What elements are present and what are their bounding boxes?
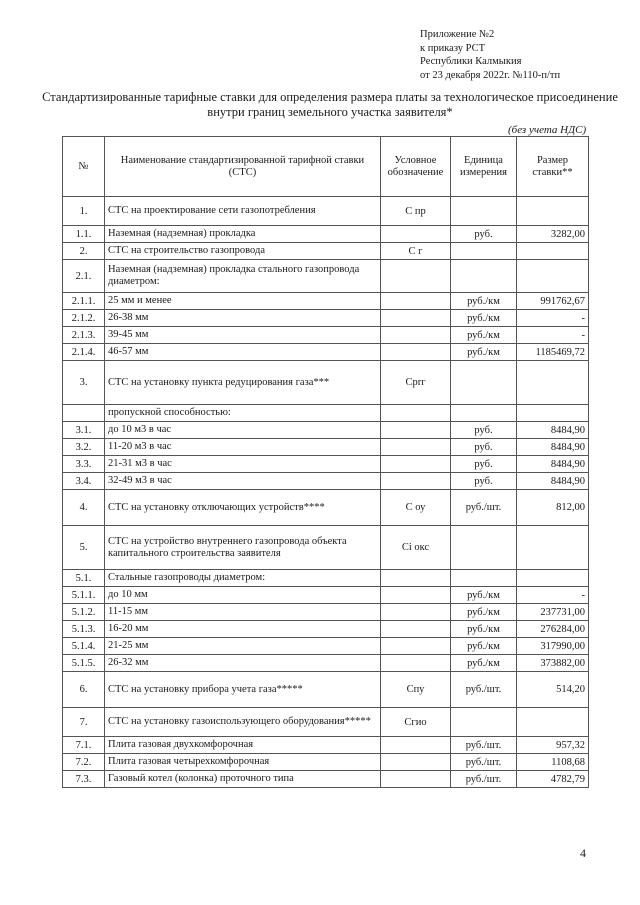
- cell-num: 5.1.: [63, 570, 105, 587]
- cell-unit: руб./км: [451, 327, 517, 344]
- cell-unit: [451, 405, 517, 422]
- cell-code: [381, 422, 451, 439]
- table-row: [63, 771, 589, 788]
- table-row: [63, 655, 589, 672]
- table-row: [63, 708, 589, 737]
- cell-rate: 812,00: [517, 490, 589, 526]
- cell-name: 21-25 мм: [105, 638, 381, 655]
- cell-name: 26-38 мм: [105, 310, 381, 327]
- cell-code: [381, 604, 451, 621]
- table-row: [63, 526, 589, 570]
- table-row: [63, 361, 589, 405]
- cell-unit: руб./шт.: [451, 490, 517, 526]
- cell-name: 32-49 м3 в час: [105, 473, 381, 490]
- cell-num: 5.1.4.: [63, 638, 105, 655]
- cell-code: [381, 439, 451, 456]
- cell-name: до 10 мм: [105, 587, 381, 604]
- table-row: [63, 327, 589, 344]
- cell-name: СТС на установку газоиспользующего оборудования*****: [105, 708, 381, 737]
- cell-unit: руб./км: [451, 293, 517, 310]
- cell-name: СТС на строительство газопровода: [105, 243, 381, 260]
- table-row: [63, 490, 589, 526]
- cell-name: Стальные газопроводы диаметром:: [105, 570, 381, 587]
- cell-code: Спу: [381, 672, 451, 708]
- cell-num: 5.1.2.: [63, 604, 105, 621]
- cell-unit: руб./км: [451, 621, 517, 638]
- cell-num: 4.: [63, 490, 105, 526]
- table-row: [63, 473, 589, 490]
- cell-rate: 8484,90: [517, 439, 589, 456]
- cell-unit: руб./шт.: [451, 754, 517, 771]
- cell-unit: [451, 243, 517, 260]
- appendix-line: к приказу РСТ: [420, 42, 486, 54]
- cell-num: 2.1.2.: [63, 310, 105, 327]
- header-name: Наименование стандартизированной тарифной ставки (СТС): [105, 137, 381, 197]
- document-title: Стандартизированные тарифные ставки для определения размера платы за технологическое присоединение внутри границ земельного участка заявителя*: [42, 90, 618, 119]
- cell-name: 46-57 мм: [105, 344, 381, 361]
- cell-unit: [451, 260, 517, 293]
- cell-code: [381, 327, 451, 344]
- cell-num: 2.: [63, 243, 105, 260]
- table-row: [63, 439, 589, 456]
- cell-num: 3.: [63, 361, 105, 405]
- cell-unit: руб./км: [451, 587, 517, 604]
- cell-code: Сгио: [381, 708, 451, 737]
- cell-unit: [451, 526, 517, 570]
- cell-code: [381, 655, 451, 672]
- cell-num: 2.1.: [63, 260, 105, 293]
- appendix-line: Республики Калмыкия: [420, 56, 522, 67]
- cell-rate: 4782,79: [517, 771, 589, 788]
- cell-rate: -: [517, 327, 589, 344]
- cell-unit: руб.: [451, 456, 517, 473]
- cell-name: пропускной способностью:: [105, 405, 381, 422]
- table-row: [63, 197, 589, 226]
- cell-rate: [517, 570, 589, 587]
- cell-num: 2.1.4.: [63, 344, 105, 361]
- cell-name: Наземная (надземная) прокладка: [105, 226, 381, 243]
- cell-num: 2.1.1.: [63, 293, 105, 310]
- cell-name: СТС на установку прибора учета газа*****: [105, 672, 381, 708]
- cell-num: 2.1.3.: [63, 327, 105, 344]
- cell-unit: руб./км: [451, 638, 517, 655]
- table-row: [63, 604, 589, 621]
- vat-note: (без учета НДС): [508, 124, 587, 136]
- cell-rate: 1185469,72: [517, 344, 589, 361]
- cell-rate: [517, 361, 589, 405]
- cell-unit: руб./км: [451, 344, 517, 361]
- cell-unit: руб./шт.: [451, 737, 517, 754]
- table-row: [63, 456, 589, 473]
- cell-unit: руб./км: [451, 310, 517, 327]
- cell-name: 11-15 мм: [105, 604, 381, 621]
- cell-rate: [517, 260, 589, 293]
- table-row: [63, 293, 589, 310]
- cell-rate: 237731,00: [517, 604, 589, 621]
- table-row: [63, 754, 589, 771]
- header-rate: Размер ставки**: [517, 137, 589, 197]
- cell-name: 21-31 м3 в час: [105, 456, 381, 473]
- cell-unit: руб.: [451, 473, 517, 490]
- cell-unit: руб.: [451, 422, 517, 439]
- cell-code: [381, 570, 451, 587]
- cell-code: [381, 226, 451, 243]
- table-row: [63, 570, 589, 587]
- cell-num: 1.: [63, 197, 105, 226]
- table-row: [63, 344, 589, 361]
- table-row: [63, 243, 589, 260]
- cell-num: 5.1.5.: [63, 655, 105, 672]
- header-code: Условное обозначение: [381, 137, 451, 197]
- cell-name: Плита газовая четырехкомфорочная: [105, 754, 381, 771]
- cell-code: [381, 310, 451, 327]
- cell-num: 6.: [63, 672, 105, 708]
- cell-num: [63, 405, 105, 422]
- cell-rate: [517, 243, 589, 260]
- cell-num: 5.: [63, 526, 105, 570]
- appendix-reference: [420, 28, 560, 82]
- cell-num: 1.1.: [63, 226, 105, 243]
- cell-unit: руб./км: [451, 655, 517, 672]
- cell-num: 7.1.: [63, 737, 105, 754]
- cell-rate: [517, 197, 589, 226]
- header-num: №: [63, 137, 105, 197]
- cell-code: [381, 260, 451, 293]
- cell-rate: 373882,00: [517, 655, 589, 672]
- cell-unit: руб.: [451, 226, 517, 243]
- cell-num: 7.: [63, 708, 105, 737]
- table-row: [63, 260, 589, 293]
- cell-num: 5.1.1.: [63, 587, 105, 604]
- cell-code: С пр: [381, 197, 451, 226]
- cell-rate: 3282,00: [517, 226, 589, 243]
- cell-name: до 10 м3 в час: [105, 422, 381, 439]
- table-row: [63, 405, 589, 422]
- cell-rate: 957,32: [517, 737, 589, 754]
- cell-rate: 317990,00: [517, 638, 589, 655]
- cell-code: [381, 587, 451, 604]
- cell-name: Плита газовая двухкомфорочная: [105, 737, 381, 754]
- cell-rate: -: [517, 587, 589, 604]
- header-unit: Единица измерения: [451, 137, 517, 197]
- cell-code: [381, 771, 451, 788]
- cell-code: [381, 737, 451, 754]
- cell-name: Газовый котел (колонка) проточного типа: [105, 771, 381, 788]
- cell-num: 5.1.3.: [63, 621, 105, 638]
- cell-unit: руб./шт.: [451, 672, 517, 708]
- cell-rate: 8484,90: [517, 473, 589, 490]
- cell-name: СТС на установку пункта редуцирования газа***: [105, 361, 381, 405]
- cell-num: 3.3.: [63, 456, 105, 473]
- cell-name: СТС на проектирование сети газопотребления: [105, 197, 381, 226]
- cell-name: Наземная (надземная) прокладка стального газопровода диаметром:: [105, 260, 381, 293]
- table-row: [63, 226, 589, 243]
- cell-name: 16-20 мм: [105, 621, 381, 638]
- cell-rate: 8484,90: [517, 456, 589, 473]
- cell-name: СТС на установку отключающих устройств****: [105, 490, 381, 526]
- cell-name: 25 мм и менее: [105, 293, 381, 310]
- cell-num: 3.1.: [63, 422, 105, 439]
- page-number: 4: [580, 846, 586, 860]
- cell-rate: [517, 526, 589, 570]
- cell-name: 26-32 мм: [105, 655, 381, 672]
- cell-num: 3.4.: [63, 473, 105, 490]
- cell-unit: [451, 570, 517, 587]
- table-header-row: [63, 137, 589, 197]
- cell-num: 3.2.: [63, 439, 105, 456]
- table-row: [63, 422, 589, 439]
- table-row: [63, 638, 589, 655]
- table-row: [63, 587, 589, 604]
- cell-code: [381, 293, 451, 310]
- cell-code: [381, 473, 451, 490]
- table-row: [63, 737, 589, 754]
- table-body: [63, 197, 589, 788]
- appendix-line: от 23 декабря 2022г. №110-п/тп: [420, 69, 561, 81]
- cell-rate: -: [517, 310, 589, 327]
- cell-name: СТС на устройство внутреннего газопровода объекта капитального строительства заявителя: [105, 526, 381, 570]
- cell-code: [381, 638, 451, 655]
- cell-code: Сprг: [381, 361, 451, 405]
- cell-unit: руб./шт.: [451, 771, 517, 788]
- cell-rate: 276284,00: [517, 621, 589, 638]
- cell-rate: 514,20: [517, 672, 589, 708]
- table-row: [63, 310, 589, 327]
- cell-num: 7.3.: [63, 771, 105, 788]
- table-row: [63, 621, 589, 638]
- cell-code: [381, 456, 451, 473]
- cell-num: 7.2.: [63, 754, 105, 771]
- cell-code: [381, 344, 451, 361]
- cell-rate: 8484,90: [517, 422, 589, 439]
- cell-unit: [451, 197, 517, 226]
- cell-code: [381, 754, 451, 771]
- appendix-line: Приложение №2: [420, 29, 495, 40]
- cell-name: 39-45 мм: [105, 327, 381, 344]
- cell-unit: руб./км: [451, 604, 517, 621]
- cell-rate: [517, 405, 589, 422]
- cell-code: [381, 405, 451, 422]
- cell-code: Сi окс: [381, 526, 451, 570]
- cell-code: С оу: [381, 490, 451, 526]
- cell-code: С г: [381, 243, 451, 260]
- cell-unit: руб.: [451, 439, 517, 456]
- cell-name: 11-20 м3 в час: [105, 439, 381, 456]
- cell-rate: [517, 708, 589, 737]
- cell-rate: 991762,67: [517, 293, 589, 310]
- cell-unit: [451, 708, 517, 737]
- cell-rate: 1108,68: [517, 754, 589, 771]
- cell-unit: [451, 361, 517, 405]
- cell-code: [381, 621, 451, 638]
- table-row: [63, 672, 589, 708]
- rates-table: [62, 136, 589, 788]
